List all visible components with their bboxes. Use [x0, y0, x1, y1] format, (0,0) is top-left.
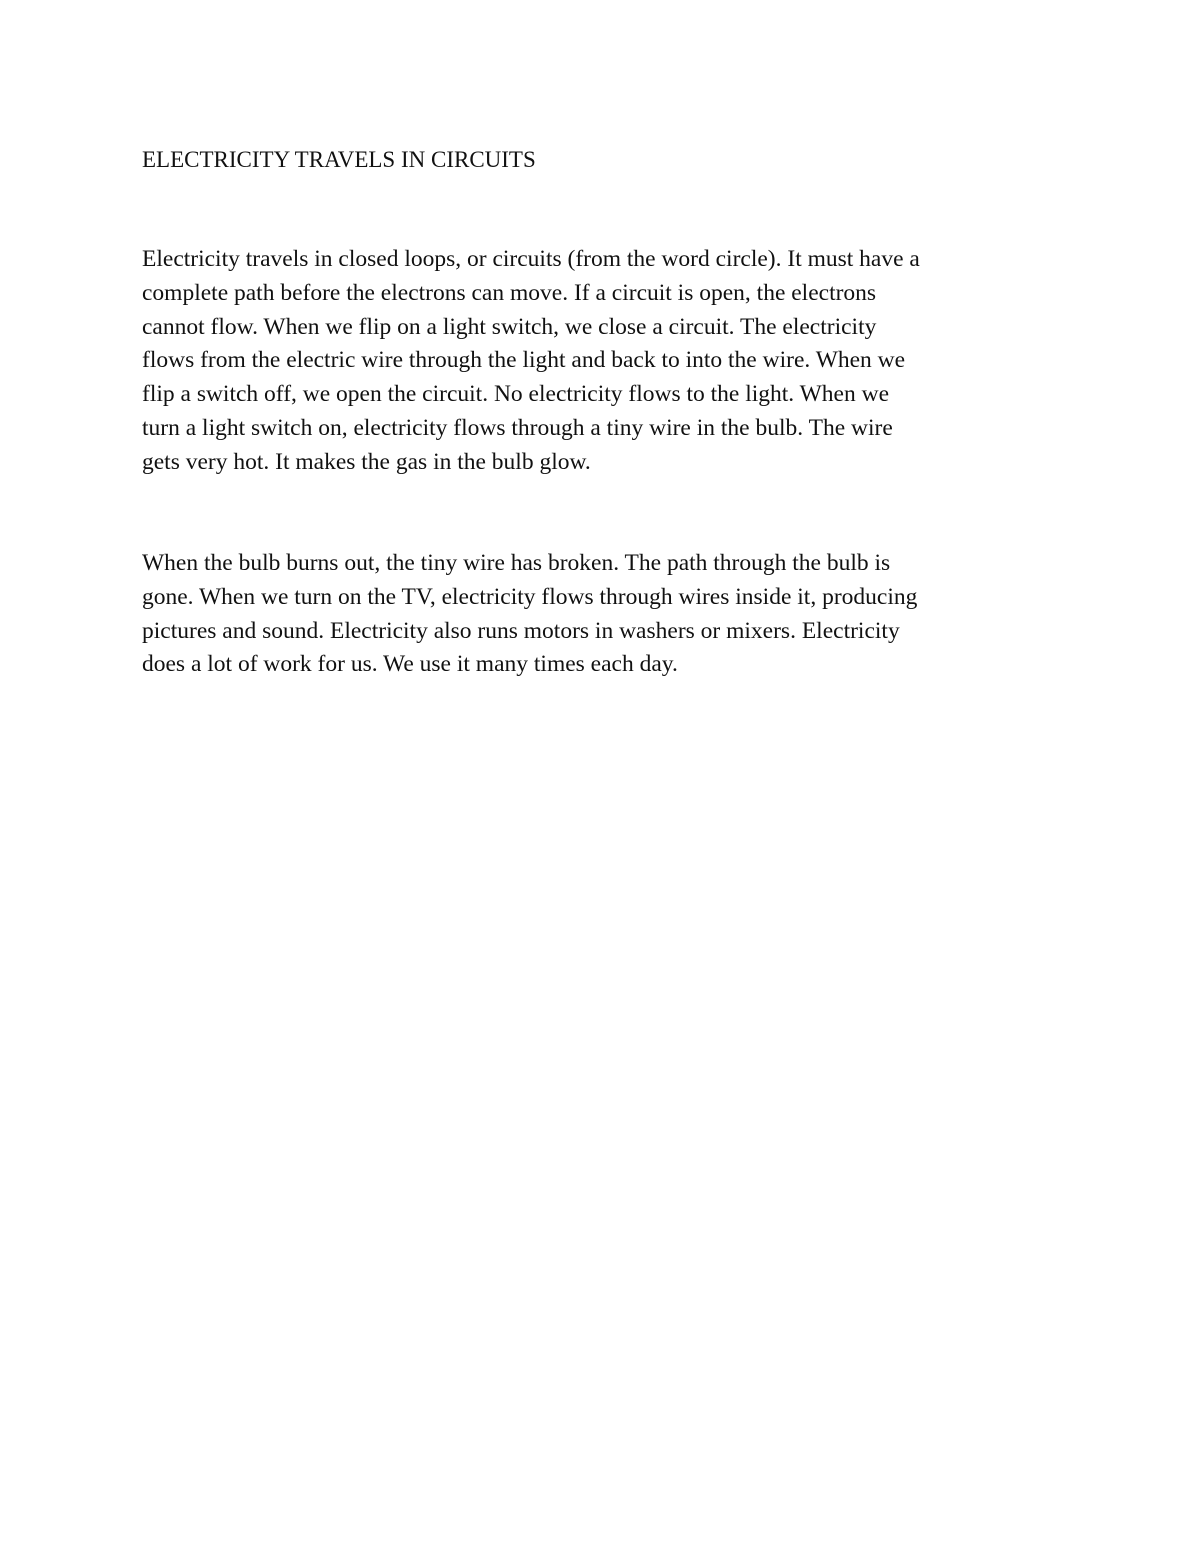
- paragraph-line: does a lot of work for us. We use it many times each day.: [142, 651, 678, 678]
- paragraph-2: [142, 547, 1072, 682]
- paragraph-line: gets very hot. It makes the gas in the bulb glow.: [142, 448, 591, 475]
- paragraph-line: flip a switch off, we open the circuit. No electricity flows to the light. When we: [142, 381, 890, 408]
- paragraph-line: complete path before the electrons can move. If a circuit is open, the electrons: [142, 279, 877, 306]
- paragraph-line: turn a light switch on, electricity flows through a tiny wire in the bulb. The wire: [142, 414, 893, 441]
- paragraph-line: When the bulb burns out, the tiny wire has broken. The path through the bulb is: [142, 550, 891, 576]
- paragraph-line: Electricity travels in closed loops, or circuits (from the word circle). It must have a: [142, 246, 920, 272]
- paragraph-line: cannot flow. When we flip on a light switch, we close a circuit. The electricity: [142, 313, 877, 340]
- paragraph-line: pictures and sound. Electricity also runs motors in washers or mixers. Electricity: [142, 617, 900, 644]
- paragraph-line: flows from the electric wire through the light and back to into the wire. When we: [142, 347, 906, 374]
- paragraph-line: gone. When we turn on the TV, electricity flows through wires inside it, producing: [142, 583, 918, 610]
- paragraph-1: [142, 243, 1072, 480]
- document-title: ELECTRICITY TRAVELS IN CIRCUITS: [142, 147, 536, 172]
